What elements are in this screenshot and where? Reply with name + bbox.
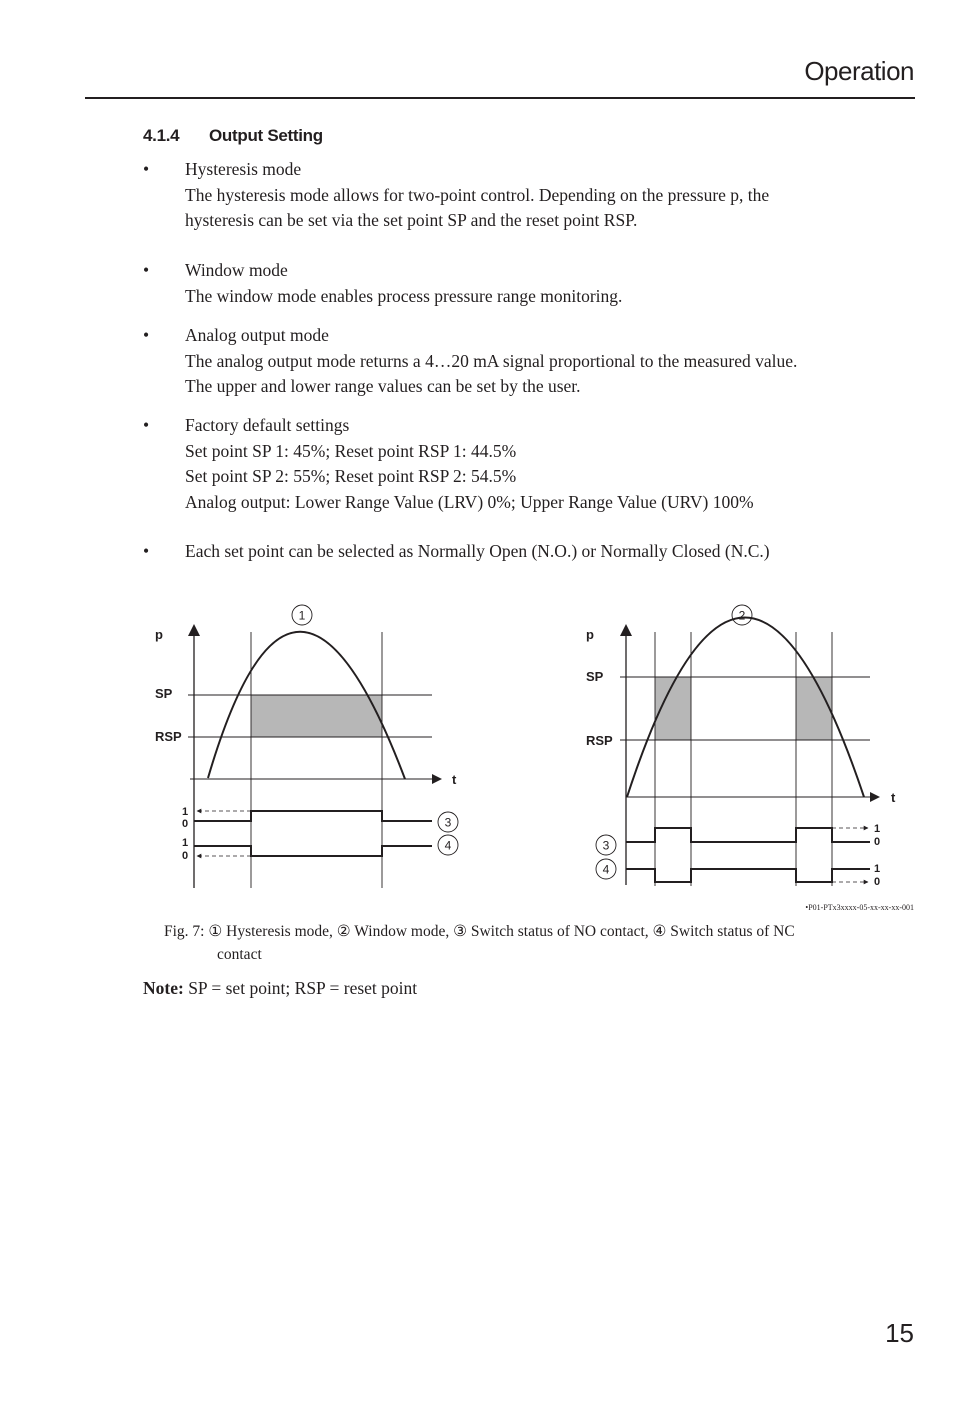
bullet-mark: • xyxy=(143,541,150,561)
marker-2: 2 xyxy=(738,608,746,623)
marker-4: 4 xyxy=(444,838,452,853)
rsp-label: RSP xyxy=(155,729,182,744)
marker-4: 4 xyxy=(602,862,610,877)
marker-1: 1 xyxy=(298,608,306,623)
marker-3: 3 xyxy=(602,838,610,853)
figure-code: •P01-PTx3xxxx-05-xx-xx-xx-001 xyxy=(805,903,914,912)
bullet-hysteresis xyxy=(143,157,903,234)
bullet-set-point-selection xyxy=(143,539,903,565)
bullet-analog xyxy=(143,323,903,400)
header-rule xyxy=(85,97,915,99)
figure-caption xyxy=(164,920,904,966)
bullet-line: Analog output: Lower Range Value (LRV) 0%; Upper Range Value (URV) 100% xyxy=(185,491,754,512)
p-axis-label: p xyxy=(155,627,163,642)
nc-contact-signal xyxy=(626,869,870,882)
bullet-window xyxy=(143,258,903,309)
level-1-label: 1 xyxy=(182,806,189,818)
level-0-label: 0 xyxy=(874,876,881,888)
note-text: SP = set point; RSP = reset point xyxy=(183,978,418,998)
level-0-label: 0 xyxy=(182,818,189,830)
bullet-line: The window mode enables process pressure range monitoring. xyxy=(185,285,623,306)
page-number: 15 xyxy=(885,1318,914,1348)
hysteresis-diagram xyxy=(155,605,458,888)
t-axis-arrow-icon xyxy=(870,792,880,802)
bullet-line: Set point SP 1: 45%; Reset point RSP 1: 44.5% xyxy=(185,440,517,461)
bullet-line: The upper and lower range values can be set by the user. xyxy=(185,376,581,396)
note-label: Note: xyxy=(143,978,184,998)
bullet-mark: • xyxy=(143,260,150,280)
bullet-factory-defaults xyxy=(143,413,903,515)
hysteresis-shaded-band xyxy=(251,695,382,737)
bullet-line: The analog output mode returns a 4…20 mA signal proportional to the measured value. xyxy=(185,350,798,371)
bullet-line: The hysteresis mode allows for two-point control. Depending on the pressure p, the xyxy=(185,184,770,205)
note xyxy=(143,978,417,999)
t-axis-label: t xyxy=(452,772,457,787)
bullet-title: Factory default settings xyxy=(185,415,350,435)
level-0-label: 0 xyxy=(182,850,189,862)
no-contact-signal xyxy=(194,811,432,821)
page-header-title: Operation xyxy=(804,56,914,86)
no-contact-signal xyxy=(626,828,870,842)
sp-label: SP xyxy=(586,669,604,684)
level-1-label: 1 xyxy=(182,837,189,849)
bullet-mark: • xyxy=(143,415,150,435)
bullet-title: Window mode xyxy=(185,260,288,280)
p-axis-arrow-icon xyxy=(188,624,200,636)
bullet-title: Analog output mode xyxy=(185,325,329,345)
bullet-title: Hysteresis mode xyxy=(185,159,302,179)
bullet-mark: • xyxy=(143,159,150,179)
marker-3: 3 xyxy=(444,815,452,830)
t-axis-label: t xyxy=(891,790,896,805)
bullet-mark: • xyxy=(143,325,150,345)
caption-line: Fig. 7: ① Hysteresis mode, ② Window mode, ③ Switch status of NO contact, ④ Switch status of NC xyxy=(164,923,795,940)
window-shaded-band xyxy=(796,677,832,740)
p-axis-label: p xyxy=(586,627,594,642)
bullet-title: Each set point can be selected as Normally Open (N.O.) or Normally Closed (N.C.) xyxy=(185,541,770,561)
bullet-line: hysteresis can be set via the set point SP and the reset point RSP. xyxy=(185,210,638,230)
caption-line-continued: contact xyxy=(217,946,262,963)
nc-contact-signal xyxy=(194,846,432,856)
level-1-label: 1 xyxy=(874,823,881,835)
p-axis-arrow-icon xyxy=(620,624,632,636)
switching-diagram-figure xyxy=(0,590,954,900)
section-number: 4.1.4 xyxy=(143,126,180,145)
section-title: Output Setting xyxy=(209,126,323,145)
rsp-label: RSP xyxy=(586,733,613,748)
bullet-line: Set point SP 2: 55%; Reset point RSP 2: 54.5% xyxy=(185,466,517,486)
sp-label: SP xyxy=(155,686,173,701)
level-0-label: 0 xyxy=(874,836,881,848)
section-heading xyxy=(143,126,323,146)
window-diagram xyxy=(586,605,896,888)
t-axis-arrow-icon xyxy=(432,774,442,784)
level-1-label: 1 xyxy=(874,863,881,875)
